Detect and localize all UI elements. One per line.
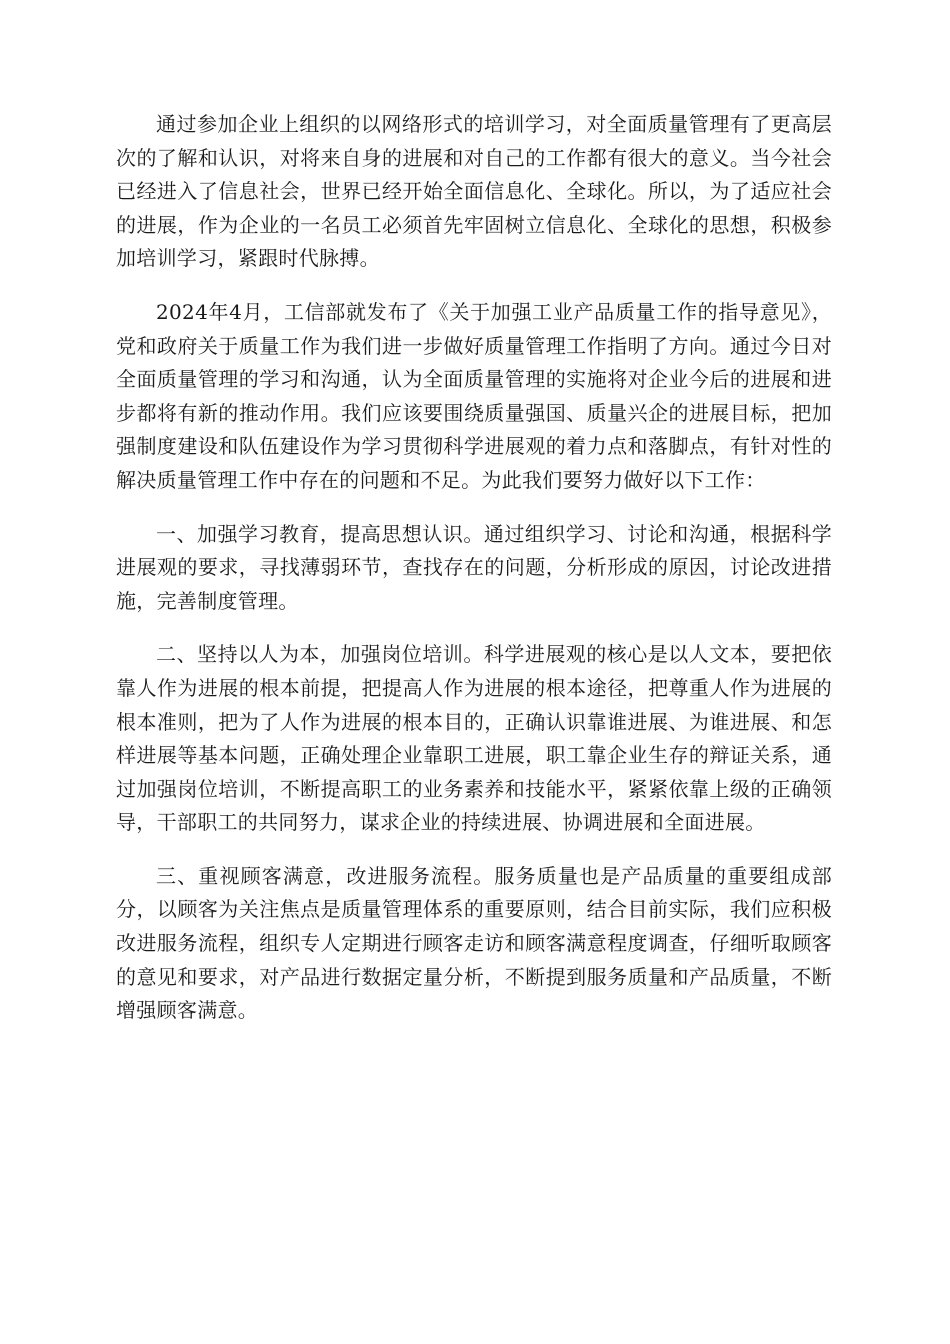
paragraph-item-3: 三、重视顾客满意，改进服务流程。服务质量也是产品质量的重要组成部分，以顾客为关注焦点是质量管理体系的重要原则，结合目前实际，我们应积极改进服务流程，组织专人定期进行顾客走访和顾客满意程度调查，仔细听取顾客的意见和要求，对产品进行数据定量分析，不断提到服务质量和产品质量，不断增强顾客满意。 [116, 863, 832, 1023]
paragraph-policy: 2024年4月，工信部就发布了《关于加强工业产品质量工作的指导意见》，党和政府关于质量工作为我们进一步做好质量管理工作指明了方向。通过今日对全面质量管理的学习和沟通，认为全面质量管理的实施将对企业今后的进展和进步都将有新的推动作用。我们应该要围绕质量强国、质量兴企的进展目标，把加强制度建设和队伍建设作为学习贯彻科学进展观的着力点和落脚点，有针对性的解决质量管理工作中存在的问题和不足。为此我们要努力做好以下工作： [116, 299, 832, 492]
paragraph-intro: 通过参加企业上组织的以网络形式的培训学习，对全面质量管理有了更高层次的了解和认识，对将来自身的进展和对自己的工作都有很大的意义。当今社会已经进入了信息社会，世界已经开始全面信息化、全球化。所以，为了适应社会的进展，作为企业的一名员工必须首先牢固树立信息化、全球化的思想，积极参加培训学习，紧跟时代脉搏。 [116, 112, 832, 271]
paragraph-item-1: 一、加强学习教育，提高思想认识。通过组织学习、讨论和沟通，根据科学进展观的要求，寻找薄弱环节，查找存在的问题，分析形成的原因，讨论改进措施，完善制度管理。 [116, 521, 832, 613]
document-body [116, 108, 832, 1048]
paragraph-item-2: 二、坚持以人为本，加强岗位培训。科学进展观的核心是以人文本，要把依靠人作为进展的根本前提，把提高人作为进展的根本途径，把尊重人作为进展的根本准则，把为了人作为进展的根本目的，正确认识靠谁进展、为谁进展、和怎样进展等基本问题，正确处理企业靠职工进展，职工靠企业生存的辩证关系，通过加强岗位培训，不断提高职工的业务素养和技能水平，紧紧依靠上级的正确领导，干部职工的共同努力，谋求企业的持续进展、协调进展和全面进展。 [116, 642, 832, 835]
